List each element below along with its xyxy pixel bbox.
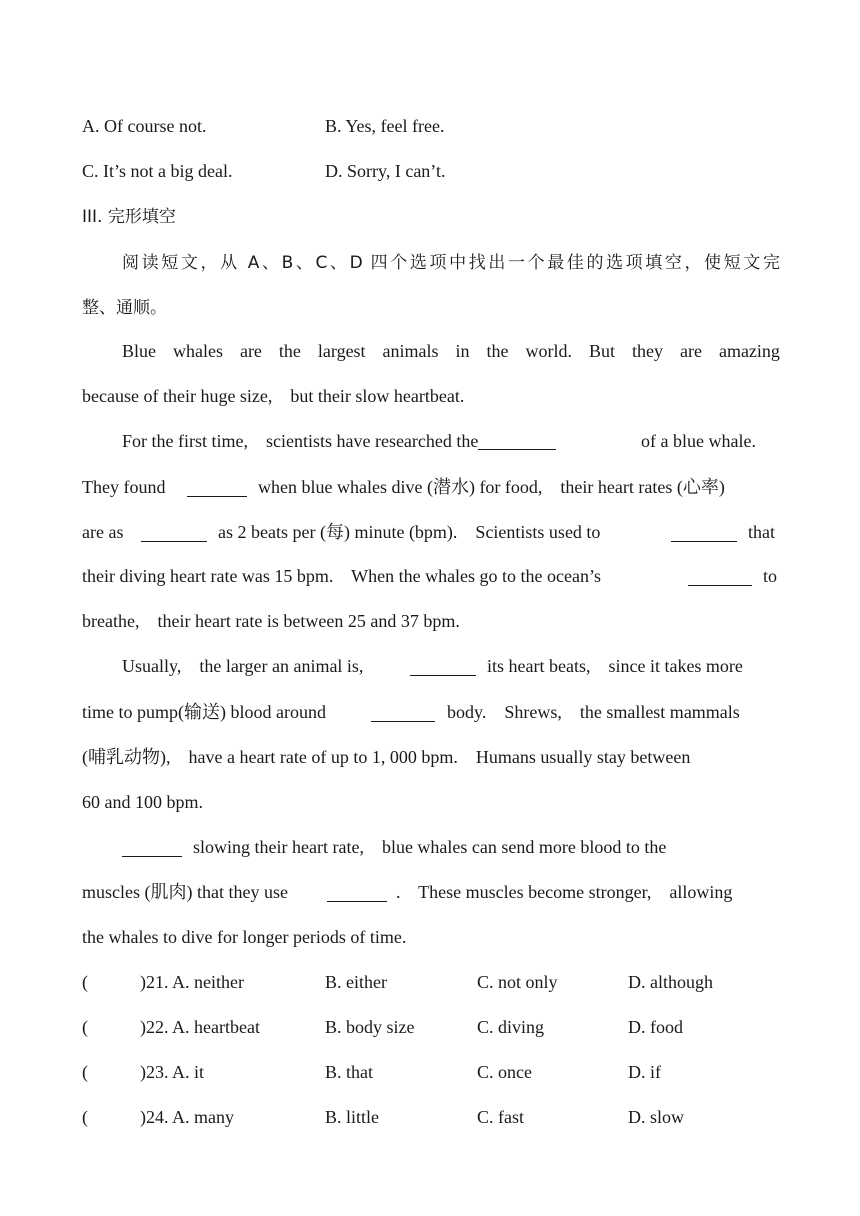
- passage-word: are: [679, 341, 702, 361]
- question-option-d: D. slow: [628, 1107, 685, 1127]
- passage-word: amazing: [718, 341, 780, 361]
- question-option-a: )23. A. it: [140, 1062, 205, 1082]
- passage-line: breathe, their heart rate is between 25 and 37 bpm.: [82, 611, 460, 631]
- question-option-c: C. fast: [477, 1107, 524, 1127]
- passage-word: Blue: [122, 341, 156, 361]
- answer-blank[interactable]: [122, 838, 182, 857]
- passage-line: of a blue whale.: [641, 431, 756, 451]
- passage-word: But: [589, 341, 616, 361]
- passage-word: they: [632, 341, 663, 361]
- passage-word: in: [455, 341, 470, 361]
- passage-line: as 2 beats per (每) minute (bpm). Scientists used to: [218, 522, 601, 542]
- passage-line: are as: [82, 522, 124, 542]
- passage-line: (哺乳动物), have a heart rate of up to 1, 000 bpm. Humans usually stay between: [82, 747, 691, 767]
- answer-blank[interactable]: [371, 703, 435, 722]
- answer-blank[interactable]: [187, 478, 247, 497]
- passage-line: their diving heart rate was 15 bpm. When the whales go to the ocean’s: [82, 566, 602, 586]
- passage-word: world.: [525, 341, 573, 361]
- question-option-d: D. food: [628, 1017, 683, 1037]
- question-option-b: B. that: [325, 1062, 373, 1082]
- passage-line: muscles (肌肉) that they use: [82, 882, 288, 902]
- question-option-a: )22. A. heartbeat: [140, 1017, 260, 1037]
- question-option-c: C. not only: [477, 972, 558, 992]
- passage-word: the: [278, 341, 301, 361]
- option-d: D. Sorry, I can’t.: [325, 161, 446, 181]
- passage-line: They found: [82, 477, 166, 497]
- question-option-c: C. once: [477, 1062, 532, 1082]
- passage-line: to: [763, 566, 778, 586]
- passage-line: 60 and 100 bpm.: [82, 792, 203, 812]
- passage-line: body. Shrews, the smallest mammals: [447, 702, 740, 722]
- section-instruction: 阅读短文，从 A、B、C、D 四个选项中找出一个最佳的选项填空，使短文完: [122, 253, 780, 273]
- question-option-d: D. if: [628, 1062, 661, 1082]
- passage-word: animals: [382, 341, 439, 361]
- passage-line: when blue whales dive (潜水) for food, their heart rates (心率): [258, 477, 725, 497]
- answer-paren[interactable]: (: [82, 972, 88, 992]
- answer-blank[interactable]: [410, 657, 476, 676]
- passage-line: time to pump(输送) blood around: [82, 702, 326, 722]
- passage-line: slowing their heart rate, blue whales can send more blood to the: [193, 837, 667, 857]
- passage-line: For the first time, scientists have researched the: [122, 429, 556, 453]
- question-option-d: D. although: [628, 972, 713, 992]
- question-option-b: B. either: [325, 972, 387, 992]
- option-a: A. Of course not.: [82, 116, 207, 136]
- passage-line: because of their huge size, but their slow heartbeat.: [82, 386, 465, 406]
- answer-blank[interactable]: [688, 567, 752, 586]
- section-title: III. 完形填空: [82, 207, 176, 227]
- section-instruction-cont: 整、通顺。: [82, 298, 167, 318]
- question-option-a: )21. A. neither: [140, 972, 244, 992]
- passage-word: are: [239, 341, 262, 361]
- answer-blank[interactable]: [671, 523, 737, 542]
- answer-blank: [478, 431, 556, 450]
- passage-line: . These muscles become stronger, allowing: [396, 882, 733, 902]
- option-b: B. Yes, feel free.: [325, 116, 445, 136]
- question-option-b: B. body size: [325, 1017, 415, 1037]
- question-option-c: C. diving: [477, 1017, 545, 1037]
- passage-line: its heart beats, since it takes more: [487, 656, 743, 676]
- answer-blank[interactable]: [141, 523, 207, 542]
- passage-word: largest: [317, 341, 366, 361]
- question-option-b: B. little: [325, 1107, 379, 1127]
- answer-paren[interactable]: (: [82, 1107, 88, 1127]
- option-c: C. It’s not a big deal.: [82, 161, 233, 181]
- passage-word: whales: [172, 341, 223, 361]
- passage-line: Usually, the larger an animal is,: [122, 656, 364, 676]
- question-option-a: )24. A. many: [140, 1107, 234, 1127]
- answer-blank[interactable]: [327, 883, 387, 902]
- passage-word: the: [486, 341, 509, 361]
- answer-paren[interactable]: (: [82, 1062, 88, 1082]
- passage-line: [122, 339, 780, 363]
- passage-line: the whales to dive for longer periods of time.: [82, 927, 407, 947]
- answer-paren[interactable]: (: [82, 1017, 88, 1037]
- passage-line: that: [748, 522, 775, 542]
